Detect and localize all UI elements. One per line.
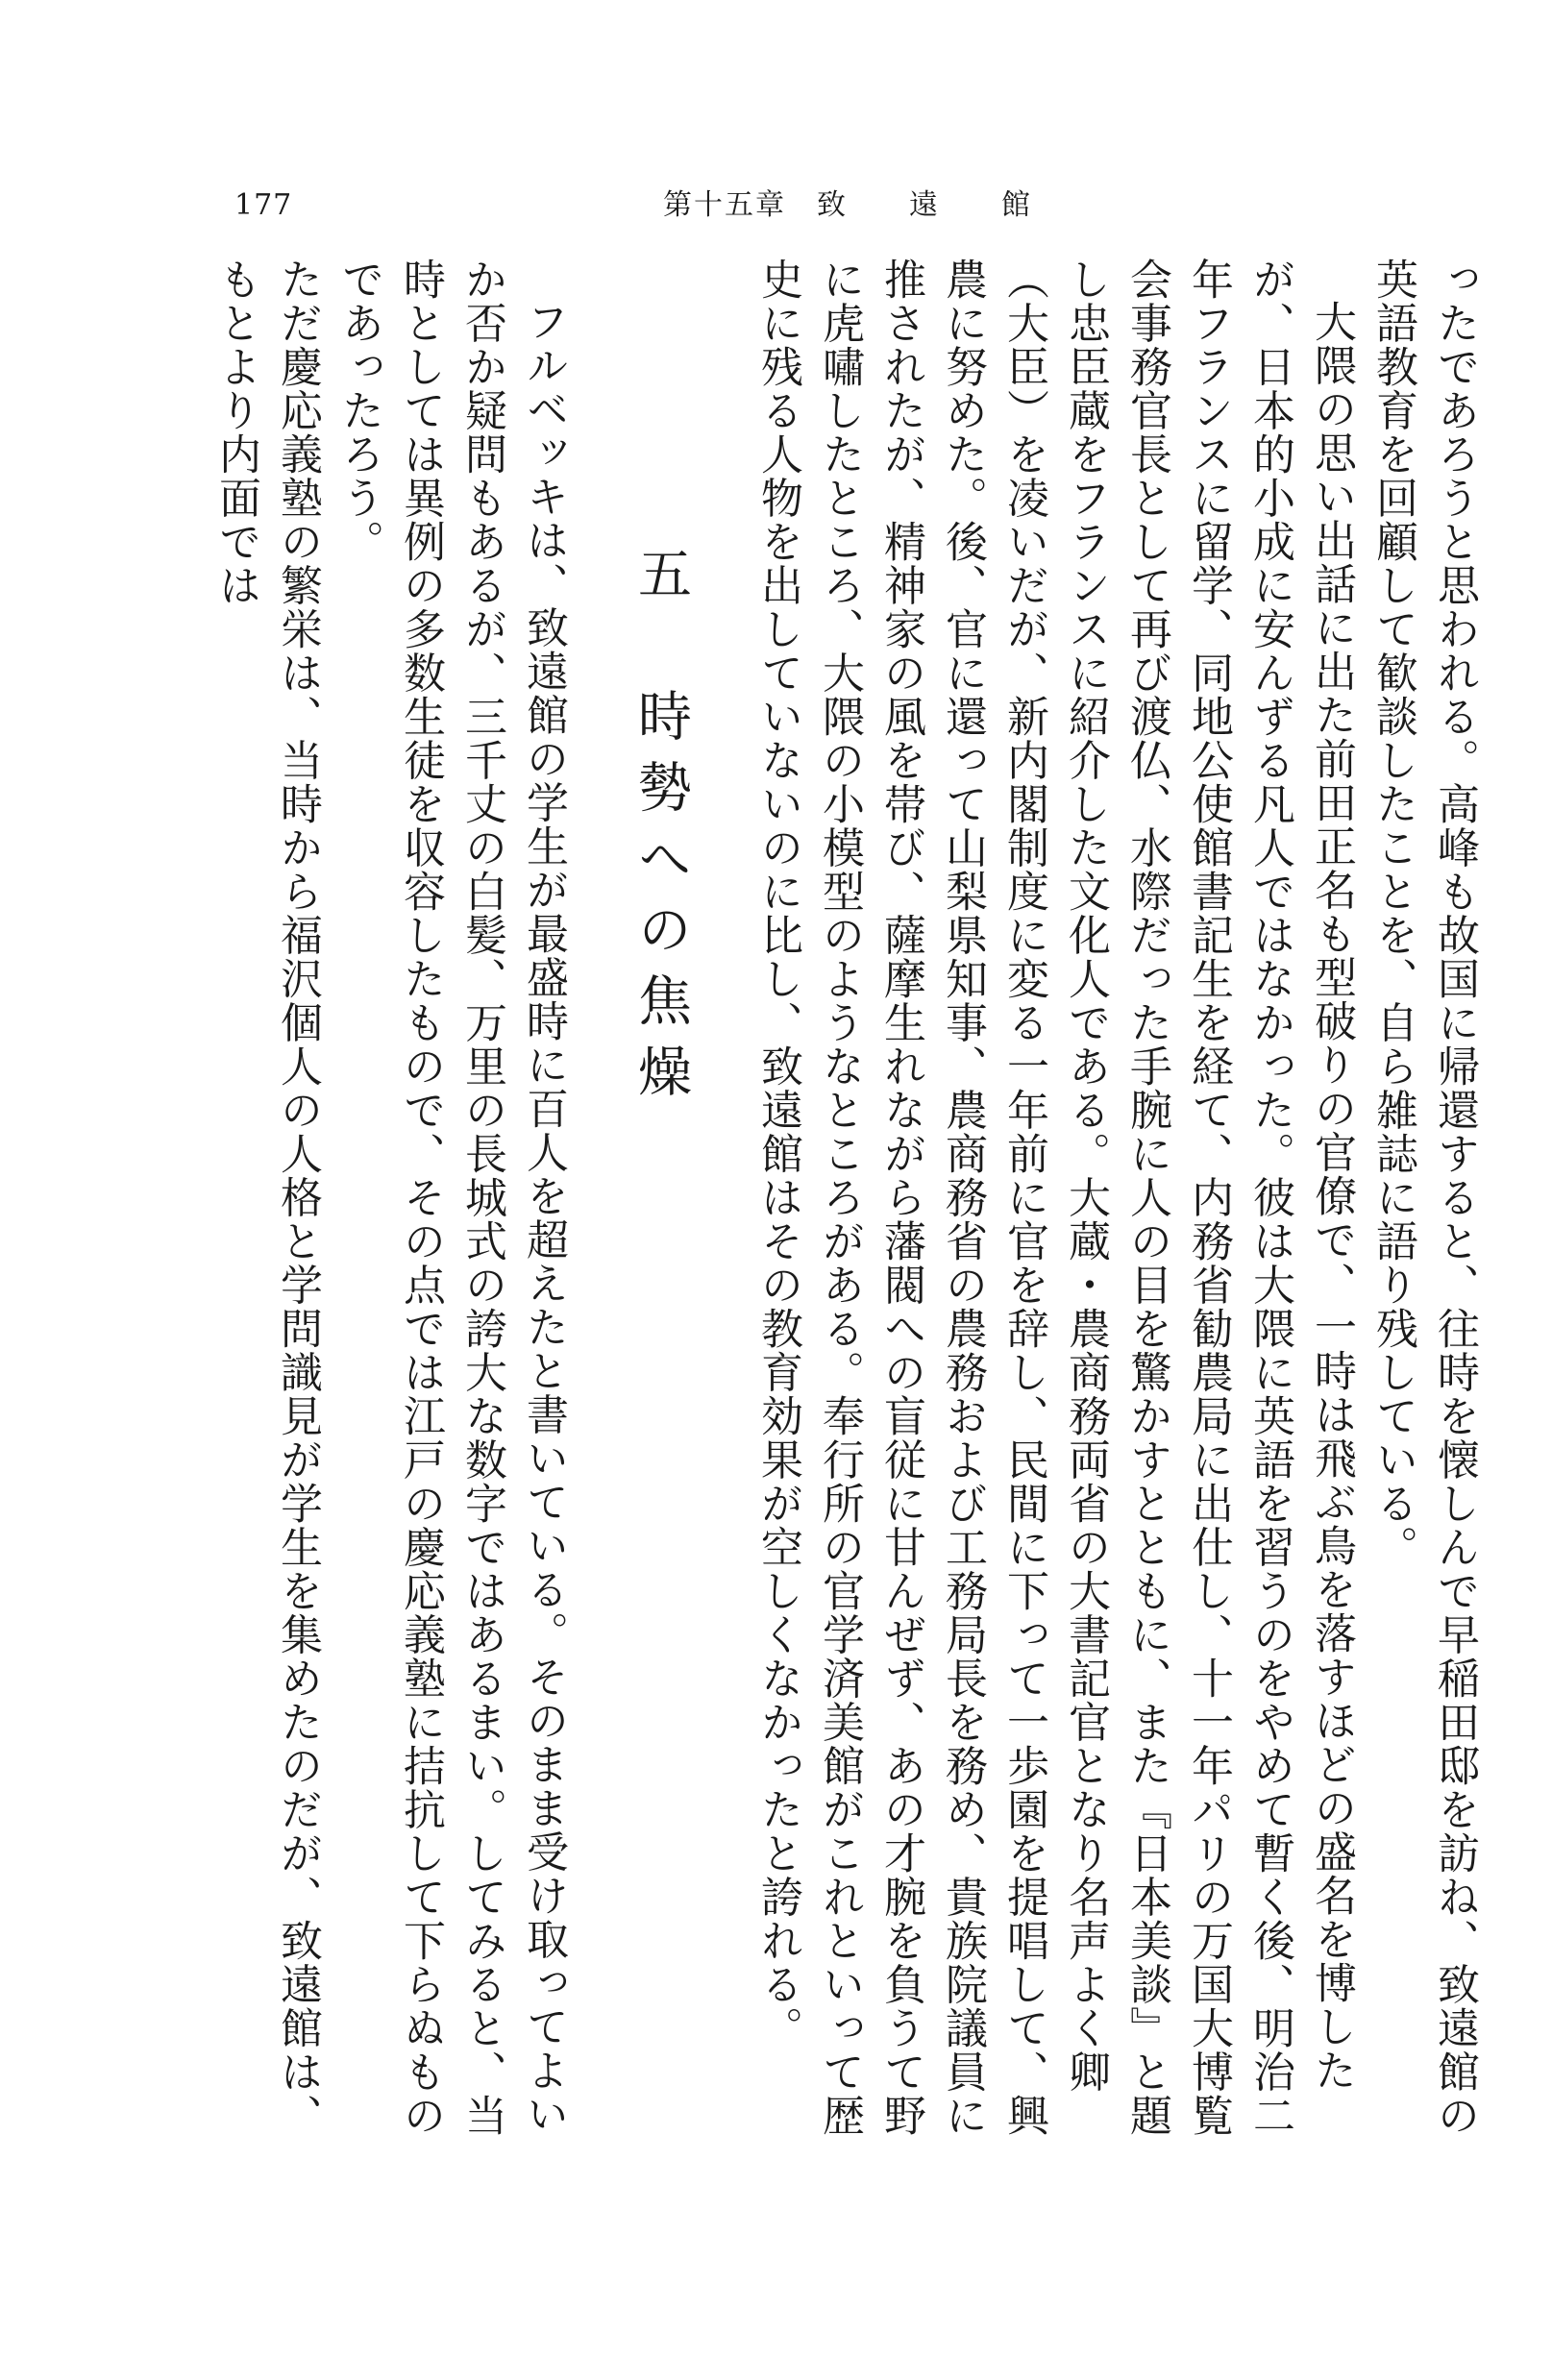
paragraph-1: ったであろうと思われる。高峰も故国に帰還すると、往時を懐しんで早稲田邸を訪ね、致遠館の英語教育を回顧して歓談したことを、自ら雑誌に語り残している。 <box>1368 258 1479 2138</box>
text-block <box>197 258 1485 2141</box>
running-head: 第十五章 致 遠 館 <box>663 188 1032 222</box>
page-number: 177 <box>234 188 293 222</box>
section-heading: 五 時勢への焦燥 <box>629 546 692 1115</box>
paragraph-2: 大隈の思い出話に出た前田正名も型破りの官僚で、一時は飛ぶ鳥を落すほどの盛名を博したが、日本的小成に安んずる凡人ではなかった。彼は大隈に英語を習うのをやめて暫く後、明治二年フランスに留学、同地公使館書記生を経て、内務省勧農局に出仕し、十一年パリの万国大博覧会事務官長として再び渡仏、水際だった手腕に人の目を驚かすとともに、また『日本美談』と題し忠臣蔵をフランスに紹介した文化人である。大蔵・農商務両省の大書記官となり名声よく卿（大臣）を凌いだが、新内閣制度に変る一年前に官を辞し、民間に下って一歩園を提唱して、興農に努めた。後、官に還って山梨県知事、農商務省の農務および工務局長を務め、貴族院議員に推されたが、精神家の風を帯び、薩摩生れながら藩閥への盲従に甘んぜず、あの才腕を負うて野に虎嘯したところ、大隈の小模型のようなところがある。奉行所の官学済美館がこれといって歴史に残る人物を出していないのに比し、致遠館はその教育効果が空しくなかったと誇れる。 <box>753 258 1356 2138</box>
paragraph-3: フルベッキは、致遠館の学生が最盛時に百人を超えたと書いている。そのまま受け取ってよいか否か疑問もあるが、三千丈の白髪、万里の長城式の誇大な数字ではあるまい。してみると、当時としては異例の多数生徒を収容したもので、その点では江戸の慶応義塾に拮抗して下らぬものであったろう。 <box>334 258 568 2138</box>
paragraph-4: ただ慶応義塾の繁栄は、当時から福沢個人の人格と学問識見が学生を集めたのだが、致遠館は、もとより内面では <box>211 258 322 2138</box>
